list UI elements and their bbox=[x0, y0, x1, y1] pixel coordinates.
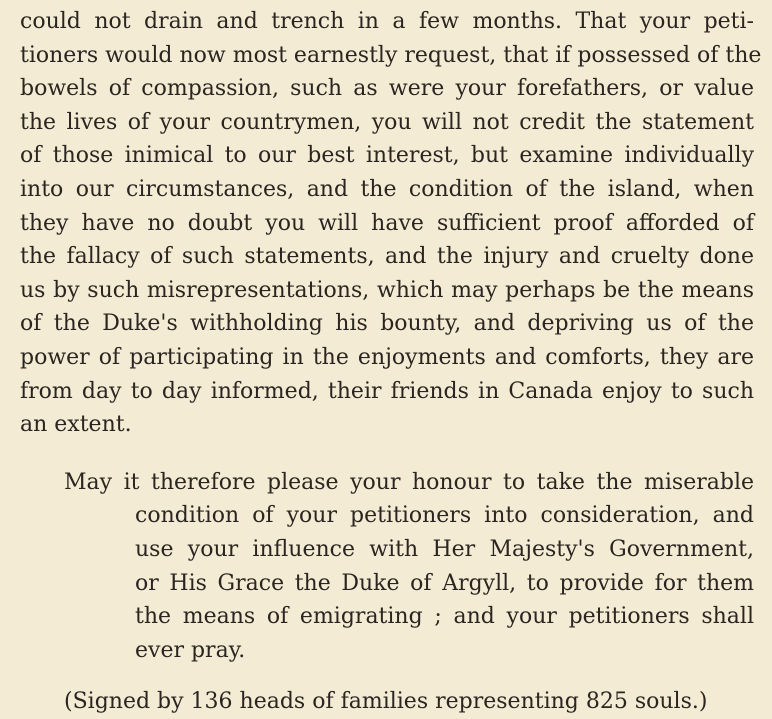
prayer-line-first: May it therefore please your honour to take the miserable bbox=[64, 469, 754, 495]
prayer-paragraph bbox=[20, 466, 754, 668]
petition-line: power of participating in the enjoyments and comforts, they are bbox=[20, 344, 754, 370]
prayer-line-last: ever pray. bbox=[135, 637, 246, 663]
petition-paragraph bbox=[20, 5, 762, 442]
petition-line: the fallacy of such statements, and the injury and cruelty done bbox=[20, 244, 754, 270]
petition-line: the lives of your countrymen, you will not credit the statement bbox=[20, 109, 754, 135]
petition-line: into our circumstances, and the condition of the island, when bbox=[20, 176, 754, 202]
petition-line: could not drain and trench in a few months. That your peti- bbox=[20, 9, 754, 34]
prayer-line: condition of your petitioners into consideration, and bbox=[135, 503, 754, 529]
petition-line: tioners would now most earnestly request, that if possessed of the bbox=[20, 42, 762, 68]
petition-line: from day to day informed, their friends in Canada enjoy to such bbox=[20, 378, 754, 404]
prayer-line: the means of emigrating ; and your petitioners shall bbox=[135, 604, 754, 630]
petition-line: bowels of compassion, such as were your forefathers, or value bbox=[20, 76, 754, 102]
signature-note: (Signed by 136 heads of families representing 825 souls.) bbox=[64, 689, 708, 715]
petition-line: of the Duke's withholding his bounty, and depriving us of the bbox=[20, 311, 754, 337]
petition-line: us by such misrepresentations, which may perhaps be the means bbox=[20, 277, 754, 303]
prayer-line: use your influence with Her Majesty's Government, bbox=[135, 536, 754, 562]
petition-line-last: an extent. bbox=[20, 412, 132, 438]
prayer-line: or His Grace the Duke of Argyll, to provide for them bbox=[135, 570, 754, 596]
petition-line: they have no doubt you will have sufficient proof afforded of bbox=[20, 210, 754, 236]
petition-line: of those inimical to our best interest, but examine individually bbox=[20, 143, 754, 169]
